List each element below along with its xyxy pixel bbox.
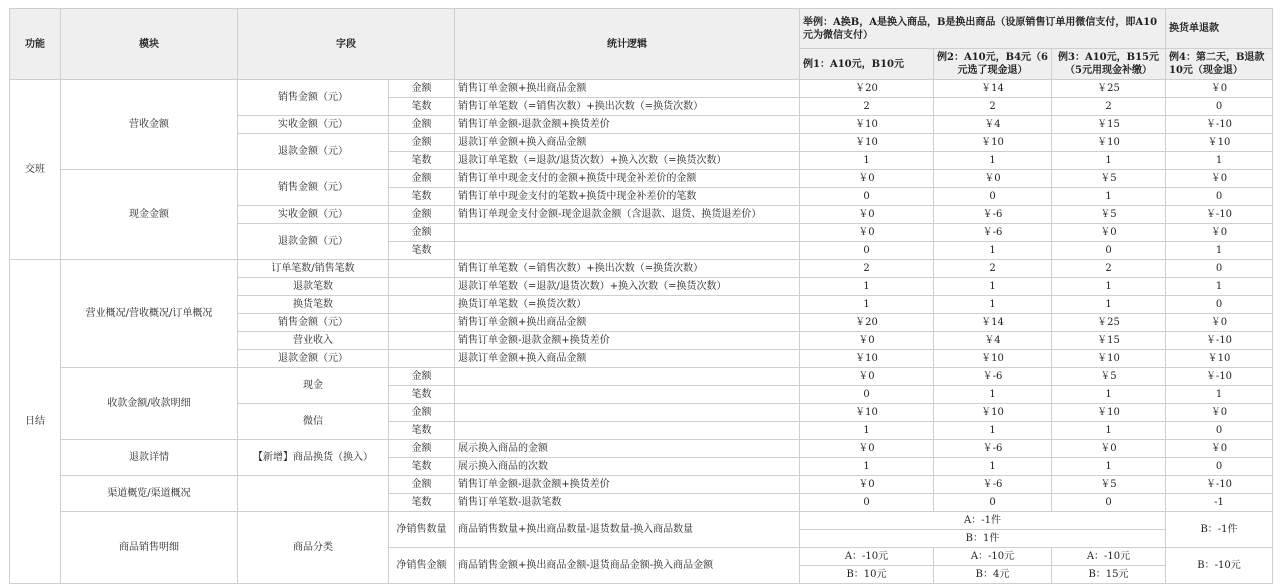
- value-cell: 1: [934, 458, 1052, 476]
- value-cell: 0: [1166, 296, 1273, 314]
- value-cell: 1: [1052, 422, 1166, 440]
- module-cell: 现金金额: [61, 170, 238, 260]
- subfield-cell: [389, 278, 455, 296]
- value-cell: B：4元: [934, 566, 1052, 584]
- value-cell: A：-10元: [934, 548, 1052, 566]
- logic-cell: 销售订单金额-退款金额+换货差价: [455, 332, 800, 350]
- table-body: [10, 80, 1273, 584]
- value-cell: ￥-10: [1166, 368, 1273, 386]
- value-cell: ￥25: [1052, 314, 1166, 332]
- value-cell: 0: [934, 494, 1052, 512]
- value-cell: 1: [1052, 188, 1166, 206]
- value-cell: B：1件: [800, 530, 1166, 548]
- value-cell: 0: [1166, 188, 1273, 206]
- header-example-group: 举例：A换B，A是换入商品，B是换出商品（设原销售订单用微信支付，即A10元为微信支付）: [800, 9, 1166, 49]
- logic-cell: 退款订单笔数（=退款/退货次数）+换入次数（=换货次数）: [455, 278, 800, 296]
- field-cell: 实收金额（元）: [238, 116, 389, 134]
- field-cell: 退款金额（元）: [238, 350, 389, 368]
- value-cell: ￥10: [800, 116, 934, 134]
- value-cell: ￥10: [1166, 134, 1273, 152]
- subfield-cell: 金额: [389, 116, 455, 134]
- field-cell: 销售金额（元）: [238, 314, 389, 332]
- value-cell: ￥25: [1052, 80, 1166, 98]
- value-cell: B：15元: [1052, 566, 1166, 584]
- logic-cell: 换货订单笔数（=换货次数）: [455, 296, 800, 314]
- value-cell: 1: [934, 242, 1052, 260]
- value-cell: ￥-6: [934, 206, 1052, 224]
- field-cell: 营业收入: [238, 332, 389, 350]
- value-cell: 1: [934, 386, 1052, 404]
- subfield-cell: 笔数: [389, 98, 455, 116]
- value-cell: 1: [800, 296, 934, 314]
- value-cell: ￥0: [1166, 224, 1273, 242]
- value-cell: 1: [800, 152, 934, 170]
- value-cell: 0: [1166, 260, 1273, 278]
- value-cell: ￥10: [1052, 350, 1166, 368]
- header-example-2: 例2：A10元，B4元（6元选了现金退）: [934, 49, 1052, 80]
- field-cell: 订单笔数/销售笔数: [238, 260, 389, 278]
- field-cell: 【新增】商品换货（换入）: [238, 440, 389, 476]
- logic-cell: [455, 422, 800, 440]
- statistics-table: [9, 8, 1273, 584]
- header-func: 功能: [10, 9, 61, 80]
- value-cell: ￥15: [1052, 332, 1166, 350]
- value-cell: ￥10: [800, 404, 934, 422]
- module-cell: 营收金额: [61, 80, 238, 170]
- logic-cell: 退款订单金额+换入商品金额: [455, 350, 800, 368]
- logic-cell: 销售订单金额+换出商品金额: [455, 314, 800, 332]
- logic-cell: [455, 242, 800, 260]
- value-cell: 1: [1052, 296, 1166, 314]
- value-cell: ￥-10: [1166, 476, 1273, 494]
- field-cell: 实收金额（元）: [238, 206, 389, 224]
- value-cell: 1: [1166, 152, 1273, 170]
- table-row: [10, 440, 1273, 458]
- module-cell: 收款金额/收款明细: [61, 368, 238, 440]
- value-cell: ￥0: [800, 224, 934, 242]
- value-cell: ￥0: [1166, 314, 1273, 332]
- value-cell: ￥0: [934, 170, 1052, 188]
- subfield-cell: 净销售金额: [389, 548, 455, 584]
- value-cell: 1: [1166, 278, 1273, 296]
- logic-cell: 销售订单笔数（=销售次数）+换出次数（=换货次数）: [455, 260, 800, 278]
- field-cell: 退款笔数: [238, 278, 389, 296]
- value-cell: ￥0: [800, 332, 934, 350]
- value-cell: 2: [800, 260, 934, 278]
- module-cell: 营业概况/营收概况/订单概况: [61, 260, 238, 368]
- field-cell: 销售金额（元）: [238, 80, 389, 116]
- field-cell: 销售金额（元）: [238, 170, 389, 206]
- module-cell: 渠道概览/渠道概况: [61, 476, 238, 512]
- subfield-cell: 笔数: [389, 152, 455, 170]
- logic-cell: [455, 404, 800, 422]
- value-cell: 2: [934, 260, 1052, 278]
- value-cell: ￥0: [800, 440, 934, 458]
- subfield-cell: 笔数: [389, 242, 455, 260]
- value-cell: 0: [800, 188, 934, 206]
- table-row: [10, 476, 1273, 494]
- value-cell: 1: [934, 422, 1052, 440]
- value-cell: 1: [1052, 152, 1166, 170]
- value-cell: 1: [800, 278, 934, 296]
- logic-cell: 销售订单中现金支付的金额+换货中现金补差价的金额: [455, 170, 800, 188]
- logic-cell: 商品销售金额+换出商品金额-退货商品金额-换入商品金额: [455, 548, 800, 584]
- header-row: [10, 9, 1273, 49]
- value-cell: 1: [934, 152, 1052, 170]
- value-cell: ￥0: [800, 368, 934, 386]
- subfield-cell: 金额: [389, 170, 455, 188]
- value-cell: ￥10: [934, 350, 1052, 368]
- value-cell: ￥20: [800, 80, 934, 98]
- logic-cell: 销售订单金额-退款金额+换货差价: [455, 116, 800, 134]
- header-refund-group: 换货单退款: [1166, 9, 1273, 49]
- field-cell: 商品分类: [238, 512, 389, 584]
- field-cell: 现金: [238, 368, 389, 404]
- subfield-cell: [389, 260, 455, 278]
- logic-cell: 退款订单笔数（=退款/退货次数）+换入次数（=换货次数）: [455, 152, 800, 170]
- value-cell: ￥0: [800, 476, 934, 494]
- value-cell: 0: [1166, 422, 1273, 440]
- value-cell: ￥5: [1052, 170, 1166, 188]
- func-cell: 日结: [10, 260, 61, 584]
- logic-cell: 销售订单笔数（=销售次数）+换出次数（=换货次数）: [455, 98, 800, 116]
- value-cell: 0: [800, 494, 934, 512]
- table-row: [10, 80, 1273, 98]
- value-cell: ￥5: [1052, 206, 1166, 224]
- subfield-cell: 金额: [389, 404, 455, 422]
- value-cell: B：-10元: [1166, 548, 1273, 584]
- value-cell: 1: [1052, 278, 1166, 296]
- subfield-cell: 金额: [389, 440, 455, 458]
- header-logic: 统计逻辑: [455, 9, 800, 80]
- header-example-4: 例4：第二天，B退款10元（现金退）: [1166, 49, 1273, 80]
- value-cell: ￥-6: [934, 476, 1052, 494]
- value-cell: ￥0: [1166, 404, 1273, 422]
- value-cell: 0: [934, 188, 1052, 206]
- value-cell: 1: [1166, 242, 1273, 260]
- value-cell: ￥0: [800, 206, 934, 224]
- value-cell: ￥-6: [934, 368, 1052, 386]
- subfield-cell: 笔数: [389, 494, 455, 512]
- value-cell: ￥14: [934, 314, 1052, 332]
- value-cell: 1: [1166, 386, 1273, 404]
- value-cell: 0: [1052, 242, 1166, 260]
- table-row: [10, 512, 1273, 530]
- logic-cell: 展示换入商品的次数: [455, 458, 800, 476]
- value-cell: 1: [934, 278, 1052, 296]
- value-cell: 1: [1052, 386, 1166, 404]
- logic-cell: 销售订单金额-退款金额+换货差价: [455, 476, 800, 494]
- logic-cell: 销售订单笔数-退款笔数: [455, 494, 800, 512]
- value-cell: 0: [800, 242, 934, 260]
- value-cell: B：-1件: [1166, 512, 1273, 548]
- table-row: [10, 170, 1273, 188]
- value-cell: ￥-10: [1166, 332, 1273, 350]
- value-cell: A：-10元: [1052, 548, 1166, 566]
- value-cell: ￥-6: [934, 224, 1052, 242]
- header-example-3: 例3：A10元，B15元（5元用现金补缴）: [1052, 49, 1166, 80]
- value-cell: ￥-10: [1166, 116, 1273, 134]
- value-cell: -1: [1166, 494, 1273, 512]
- subfield-cell: 金额: [389, 476, 455, 494]
- subfield-cell: 净销售数量: [389, 512, 455, 548]
- value-cell: 1: [800, 458, 934, 476]
- value-cell: ￥0: [1052, 440, 1166, 458]
- value-cell: ￥20: [800, 314, 934, 332]
- value-cell: ￥-10: [1166, 206, 1273, 224]
- value-cell: ￥10: [934, 404, 1052, 422]
- subfield-cell: 金额: [389, 80, 455, 98]
- subfield-cell: 金额: [389, 368, 455, 386]
- subfield-cell: 金额: [389, 224, 455, 242]
- value-cell: ￥10: [800, 134, 934, 152]
- logic-cell: 销售订单金额+换出商品金额: [455, 80, 800, 98]
- field-cell: 换货笔数: [238, 296, 389, 314]
- value-cell: ￥10: [800, 350, 934, 368]
- value-cell: 2: [1052, 260, 1166, 278]
- logic-cell: 销售订单现金支付金额-现金退款金额（含退款、退货、换货退差价）: [455, 206, 800, 224]
- header-field: 字段: [238, 9, 455, 80]
- module-cell: 退款详情: [61, 440, 238, 476]
- value-cell: 0: [1166, 98, 1273, 116]
- subfield-cell: 金额: [389, 134, 455, 152]
- value-cell: ￥14: [934, 80, 1052, 98]
- header-module: 模块: [61, 9, 238, 80]
- subfield-cell: [389, 296, 455, 314]
- subfield-cell: 笔数: [389, 458, 455, 476]
- value-cell: ￥0: [800, 170, 934, 188]
- field-cell: [238, 476, 389, 512]
- logic-cell: 展示换入商品的金额: [455, 440, 800, 458]
- header-example-1: 例1：A10元，B10元: [800, 49, 934, 80]
- field-cell: 微信: [238, 404, 389, 440]
- value-cell: ￥5: [1052, 476, 1166, 494]
- value-cell: 1: [800, 422, 934, 440]
- logic-cell: [455, 224, 800, 242]
- func-cell: 交班: [10, 80, 61, 260]
- logic-cell: 销售订单中现金支付的笔数+换货中现金补差价的笔数: [455, 188, 800, 206]
- value-cell: ￥5: [1052, 368, 1166, 386]
- field-cell: 退款金额（元）: [238, 134, 389, 170]
- subfield-cell: [389, 350, 455, 368]
- value-cell: A：-10元: [800, 548, 934, 566]
- value-cell: 2: [1052, 98, 1166, 116]
- subfield-cell: 金额: [389, 206, 455, 224]
- value-cell: ￥4: [934, 332, 1052, 350]
- value-cell: 2: [934, 98, 1052, 116]
- value-cell: 0: [1166, 458, 1273, 476]
- table-row: [10, 260, 1273, 278]
- field-cell: 退款金额（元）: [238, 224, 389, 260]
- logic-cell: [455, 386, 800, 404]
- subfield-cell: 笔数: [389, 422, 455, 440]
- value-cell: ￥0: [1166, 80, 1273, 98]
- value-cell: 2: [800, 98, 934, 116]
- value-cell: B：10元: [800, 566, 934, 584]
- subfield-cell: [389, 332, 455, 350]
- module-cell: 商品销售明细: [61, 512, 238, 584]
- value-cell: ￥15: [1052, 116, 1166, 134]
- logic-cell: 商品销售数量+换出商品数量-退货数量-换入商品数量: [455, 512, 800, 548]
- value-cell: ￥4: [934, 116, 1052, 134]
- logic-cell: [455, 368, 800, 386]
- value-cell: ￥10: [1052, 404, 1166, 422]
- subfield-cell: 笔数: [389, 386, 455, 404]
- value-cell: 0: [800, 386, 934, 404]
- value-cell: A：-1件: [800, 512, 1166, 530]
- table-row: [10, 368, 1273, 386]
- value-cell: ￥0: [1052, 224, 1166, 242]
- value-cell: ￥10: [1052, 134, 1166, 152]
- value-cell: 1: [1052, 458, 1166, 476]
- value-cell: ￥10: [934, 134, 1052, 152]
- value-cell: ￥0: [1166, 440, 1273, 458]
- value-cell: ￥10: [1166, 350, 1273, 368]
- value-cell: ￥0: [1166, 170, 1273, 188]
- subfield-cell: [389, 314, 455, 332]
- table-wrapper: [9, 8, 1272, 584]
- value-cell: ￥-6: [934, 440, 1052, 458]
- value-cell: 0: [1052, 494, 1166, 512]
- logic-cell: 退款订单金额+换入商品金额: [455, 134, 800, 152]
- subfield-cell: 笔数: [389, 188, 455, 206]
- value-cell: 1: [934, 296, 1052, 314]
